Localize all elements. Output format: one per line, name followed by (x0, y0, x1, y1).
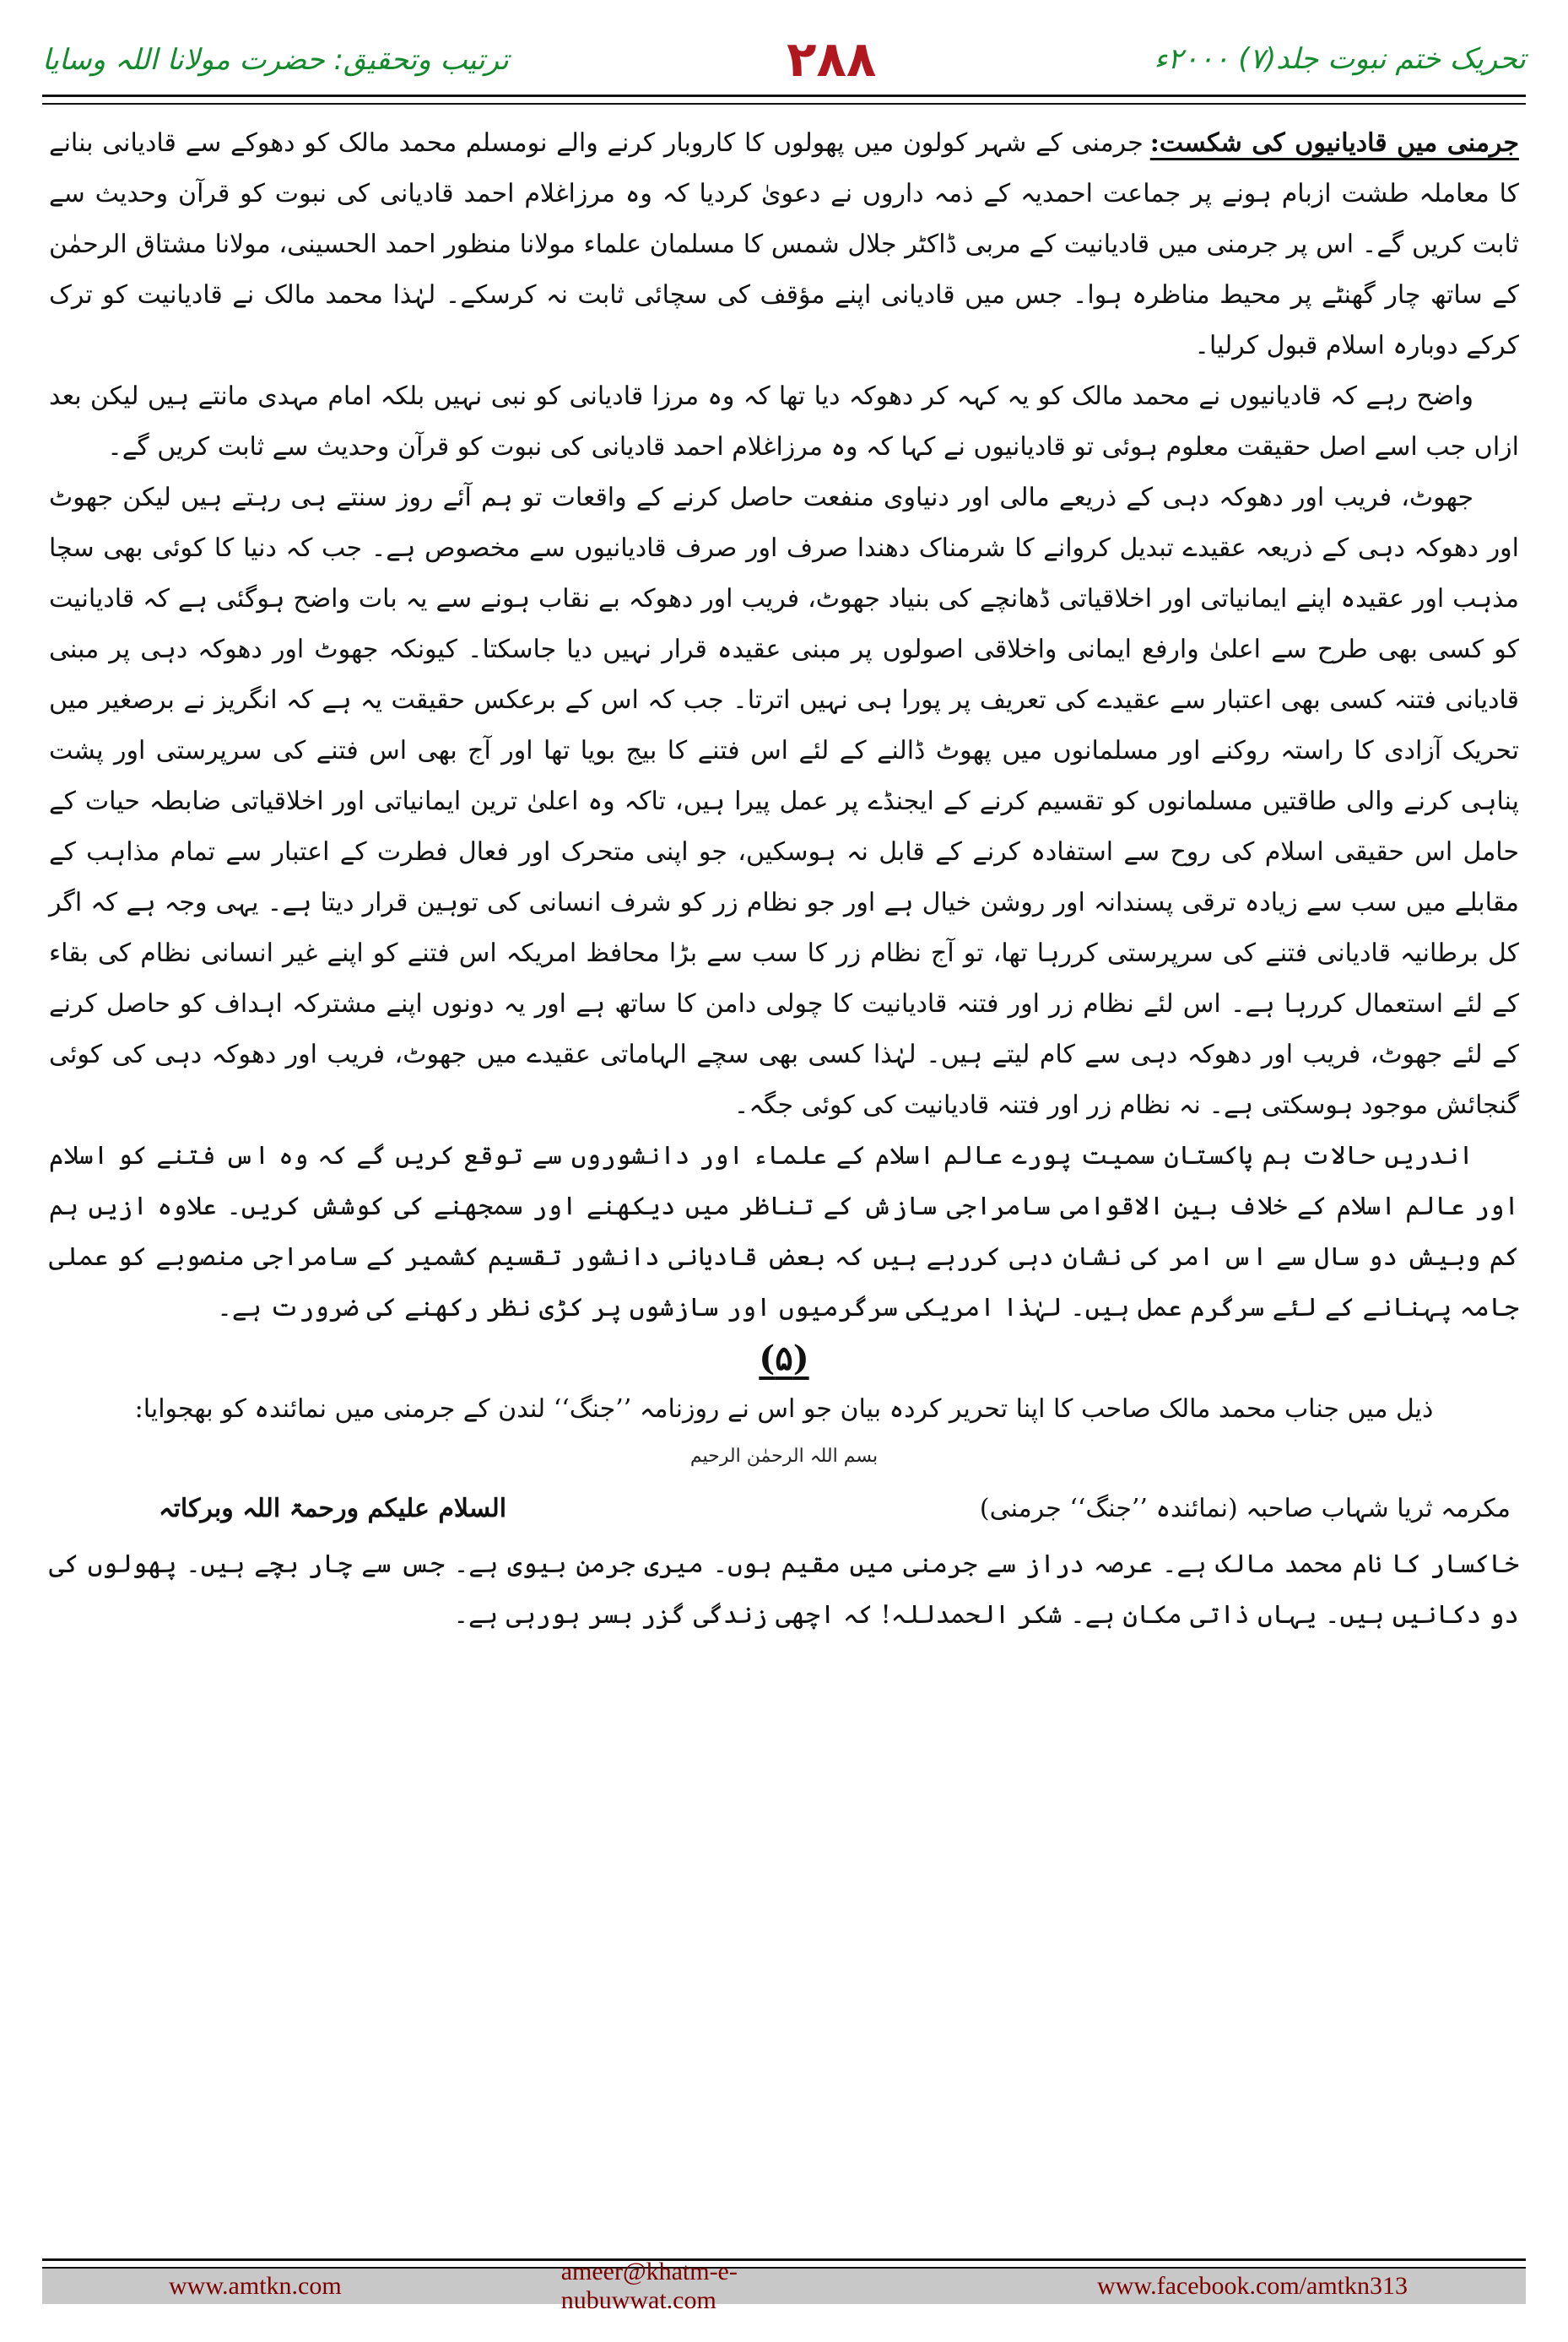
page-header (42, 30, 1526, 89)
paragraph-2: واضح رہے کہ قادیانیوں نے محمد مالک کو یہ کہہ کر دھوکہ دیا تھا کہ وہ مرزا قادیانی کو نبی نہیں بلکہ امام مہدی مانتے ہیں لیکن بعد ازاں جب اسے اصل حقیقت معلوم ہوئی تو قادیانیوں نے کہا کہ وہ مرزاغلام احمد قادیانی کی نبوت کو قرآن وحدیث سے ثابت کریں گے۔ (49, 381, 1519, 462)
paragraph-4: اندریں حالات ہم پاکستان سمیت پورے عالم اسلام کے علماء اور دانشوروں سے توقع کریں گے کہ وہ اس فتنے کو اسلام اور عالم اسلام کے خلاف بین الاقوامی سامراجی سازش کے تناظر میں دیکھنے اور سمجھنے کی کوشش کریں۔ علاوہ ازیں ہم کم وبیش دو سال سے اس امر کی نشان دہی کررہے ہیں کہ بعض قادیانی دانشور تقسیم کشمیر کے سامراجی منصوبے کو عملی جامہ پہنانے کے لئے سرگرم عمل ہیں۔ لہٰذا امریکی سرگرمیوں اور سازشوں پر کڑی نظر رکھنے کی ضرورت ہے۔ (49, 1141, 1519, 1322)
footer-website-link[interactable]: www.amtkn.com (169, 2272, 342, 2300)
section-number (49, 1333, 1519, 1384)
article-body (49, 118, 1519, 1641)
paragraph-3: جھوٹ، فریب اور دھوکہ دہی کے ذریعے مالی اور دنیاوی منفعت حاصل کرنے کے واقعات تو ہم آئے روز سنتے ہی رہتے ہیں لیکن جھوٹ اور دھوکہ دہی کے ذریعہ عقیدے تبدیل کروانے کا شرمناک دھندا صرف اور صرف قادیانیوں سے مخصوص ہے۔ جب کہ دنیا کا کوئی بھی سچا مذہب اور عقیدہ اپنے ایمانیاتی اور اخلاقیاتی ڈھانچے کی بنیاد جھوٹ، فریب اور دھوکہ بے نقاب ہونے سے یہ بات واضح ہوگئی ہے کہ قادیانیت کو کسی بھی طرح سے اعلیٰ وارفع ایمانی واخلاقی اصولوں پر مبنی عقیدہ قرار نہیں دیا جاسکتا۔ کیونکہ جھوٹ اور دھوکہ دہی پر مبنی قادیانی فتنہ کسی بھی اعتبار سے عقیدے کی تعریف پر پورا ہی نہیں اترتا۔ جب کہ اس کے برعکس حقیقت یہ ہے کہ انگریز نے برصغیر میں تحریک آزادی کا راستہ روکنے اور مسلمانوں میں پھوٹ ڈالنے کے لئے اس فتنے کا بیج بویا تھا اور آج بھی اس فتنے کی سرپرستی اور پشت پناہی کرنے والی طاقتیں مسلمانوں کو تقسیم کرنے کے ایجنڈے پر عمل پیرا ہیں، تاکہ وہ اعلیٰ ترین ایمانیاتی اور اخلاقیاتی ضابطہ حیات کے حامل اس حقیقی اسلام کی روح سے استفادہ کرنے کے قابل نہ ہوسکیں، جو اپنی متحرک اور فعال فطرت کے اعتبار سے تمام مذاہب کے مقابلے میں سب سے زیادہ ترقی پسندانہ اور روشن خیال ہے اور جو نظام زر کو شرف انسانی کی توہین قرار دیتا ہے۔ یہی وجہ ہے کہ اگر کل برطانیہ قادیانی فتنے کی سرپرستی کررہا تھا، تو آج نظام زر کا سب سے بڑا محافظ امریکہ اس فتنے کو اپنے غیر انسانی نظام کی بقاء کے لئے استعمال کررہا ہے۔ اس لئے نظام زر اور فتنہ قادیانیت کا چولی دامن کا ساتھ ہے اور یہ دونوں اپنے مشترکہ اہداف کو حاصل کرنے کے لئے جھوٹ، فریب اور دھوکہ دہی سے کام لیتے ہیں۔ لہٰذا کسی بھی سچے الہاماتی عقیدے میں جھوٹ، فریب اور دھوکہ دہی کی کوئی گنجائش موجود ہوسکتی ہے۔ نہ نظام زر اور فتنہ قادیانیت کی کوئی جگہ۔ (49, 483, 1519, 1120)
letter-greeting: السلام علیکم ورحمۃ اللہ وبرکاتہ (159, 1494, 507, 1523)
letter-body: خاکسار کا نام محمد مالک ہے۔ عرصہ دراز سے جرمنی میں مقیم ہوں۔ میری جرمن بیوی ہے۔ جس سے چار بچے ہیں۔ پھولوں کی دو دکانیں ہیں۔ یہاں ذاتی مکان ہے۔ شکر الحمدللہ! کہ اچھی زندگی گزر بسر ہورہی ہے۔ (49, 1550, 1519, 1630)
paragraph-1-text: جرمنی کے شہر کولون میں پھولوں کا کاروبار کرنے والے نومسلم محمد مالک کو دھوکے سے قادیانی بنانے کا معاملہ طشت ازبام ہونے پر جماعت احمدیہ کے ذمہ داروں نے دعویٰ کردیا کہ وہ مرزاغلام احمد قادیانی کی نبوت کو قرآن وحدیث سے ثابت کریں گے۔ اس پر جرمنی میں قادیانیت کے مربی ڈاکٹر جلال شمس کا مسلمان علماء مولانا منظور احمد الحسینی، مولانا مشتاق الرحمٰن کے ساتھ چار گھنٹے پر محیط مناظرہ ہوا۔ جس میں قادیانی اپنے مؤقف کی سچائی ثابت نہ کرسکے۔ لہٰذا محمد مالک نے قادیانیت کو ترک کرکے دوبارہ اسلام قبول کرلیا۔ (49, 128, 1519, 360)
page-footer (42, 2258, 1526, 2314)
footer-email-link[interactable]: ameer@khatm-e-nubuwwat.com (560, 2258, 738, 2314)
book-title: تحریک ختم نبوت جلد(۷) ۲۰۰۰ء (1154, 42, 1526, 76)
footer-facebook-link[interactable]: www.facebook.com/amtkn313 (1097, 2272, 1408, 2300)
compiler-credit: ترتیب وتحقیق: حضرت مولانا اللہ وسایا (42, 42, 509, 77)
bismillah-calligraphy: بسم اللہ الرحمٰن الرحیم (689, 1446, 879, 1467)
section-heading: جرمنی میں قادیانیوں کی شکست: (1149, 128, 1519, 158)
letter-salutation (49, 1484, 1519, 1534)
paragraph-1 (49, 118, 1519, 371)
letter-recipient: مکرمہ ثریا شہاب صاحبہ (نمائندہ ’’جنگ‘‘ جرمنی) (979, 1494, 1511, 1523)
letter-intro: ذیل میں جناب محمد مالک صاحب کا اپنا تحریر کردہ بیان جو اس نے روزنامہ ’’جنگ‘‘ لندن کے جرمنی میں نمائندہ کو بھجوایا: (134, 1394, 1434, 1424)
page-number: ۲۸۸ (787, 30, 877, 88)
section-number-text: (۵) (759, 1339, 809, 1378)
header-rule (42, 95, 1526, 105)
